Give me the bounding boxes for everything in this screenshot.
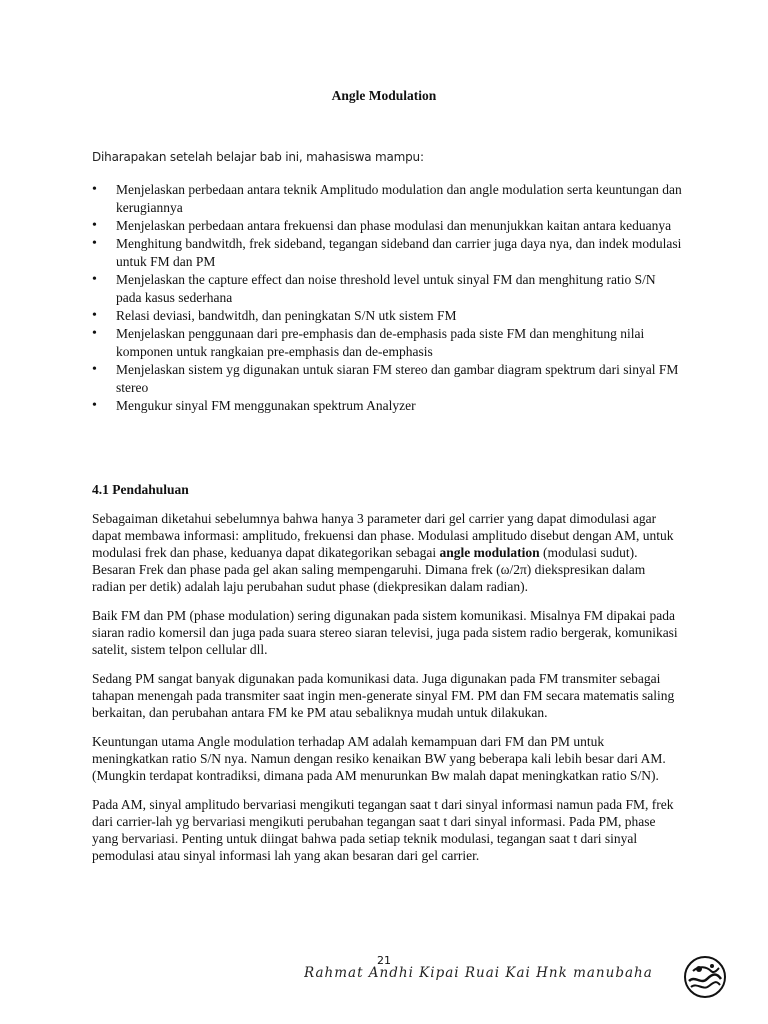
goal-item: • Menghitung bandwitdh, frek sideband, tegangan sideband dan carrier juga daya nya, dan indek modulasi untuk FM dan PM [92,235,682,271]
learning-goals-list [92,181,682,415]
section-body [92,510,682,876]
page-number: 21 [377,954,391,967]
page-title: Angle Modulation [331,88,437,103]
paragraph-3: Sedang PM sangat banyak digunakan pada komunikasi data. Juga digunakan pada FM transmiter sebagai tahapan menengah pada transmiter saat ingin men-generate sinyal FM. PM dan FM secara matematis saling berkaitan, dan perubahan antara FM ke PM atau sebaliknya mudah untuk dilakukan. [92,671,675,720]
goal-item: • Relasi deviasi, bandwitdh, dan peningkatan S/N utk sistem FM [92,307,682,325]
intro-text: Diharapakan setelah belajar bab ini, mahasiswa mampu: [92,150,424,164]
paragraph-2: Baik FM dan PM (phase modulation) sering digunakan pada sistem komunikasi. Misalnya FM dipakai pada siaran radio komersil dan juga pada suara stereo siaran televisi, juga pada sistem radio bergerak, komunikasi satelit, sistem telpon cellular dll. [92,608,678,657]
paragraph-1 [92,510,682,595]
goal-item: • Menjelaskan penggunaan dari pre-emphasis dan de-emphasis pada siste FM dan menghitung nilai komponen untuk rangkaian pre-emphasis dan de-emphasis [92,325,682,361]
paragraph-4: Keuntungan utama Angle modulation terhadap AM adalah kemampuan dari FM dan PM untuk meningkatkan ratio S/N nya. Namun dengan resiko kenaikan BW yang beberapa kali lebih besar dari AM. (Mungkin terdapat kontradiksi, dimana pada AM menurunkan Bw malah dapat meningkatkan ratio S/N). [92,734,666,783]
goal-item: • Menjelaskan sistem yg digunakan untuk siaran FM stereo dan gambar diagram spektrum dari sinyal FM stereo [92,361,682,397]
paragraph-1-bold-term: angle modulation [439,545,540,560]
goal-item: • Menjelaskan the capture effect dan noise threshold level untuk sinyal FM dan menghitung ratio S/N pada kasus sederhana [92,271,682,307]
section-heading: 4.1 Pendahuluan [92,482,189,497]
paragraph-5: Pada AM, sinyal amplitudo bervariasi mengikuti tegangan saat t dari sinyal informasi namun pada FM, frek dari carrier-lah yg bervariasi mengikuti perubahan tegangan saat t dari sinyal informasi. Pada PM, phase yang bervariasi. Penting untuk diingat bahwa pada setiap teknik modulasi, tegangan saat t dari sinyal pemodulasi atau sinyal informasi lah yang akan besaran dari gel carrier. [92,797,674,863]
footer-logo-icon [683,955,727,999]
paragraph-1-text-a: Sebagaiman diketahui sebelumnya bahwa hanya 3 parameter dari gel carrier yang dapat dimodulasi agar dapat membawa informasi: amplitudo, frekuensi dan phase. Modulasi amplitudo disebut dengan AM, untuk modulasi frek dan phase, keduanya dapat dikategorikan sebagai [92,511,674,560]
goal-item: • Menjelaskan perbedaan antara teknik Amplitudo modulation dan angle modulation serta keuntungan dan kerugiannya [92,181,682,217]
goal-item: • Menjelaskan perbedaan antara frekuensi dan phase modulasi dan menunjukkan kaitan antara keduanya [92,217,682,235]
goal-item: • Mengukur sinyal FM menggunakan spektrum Analyzer [92,397,682,415]
paragraph-1-text-b: (modulasi sudut). Besaran Frek dan phase pada gel akan saling mempengaruhi. Dimana frek (ω/2π) diekspresikan dalam radian per detik) adalah laju perubahan sudut phase (diekpresikan dalam radian). [92,545,646,594]
footer-signature-text: Rahmat Andhi Kipai Ruai Kai Hnk manubaha [304,965,653,981]
